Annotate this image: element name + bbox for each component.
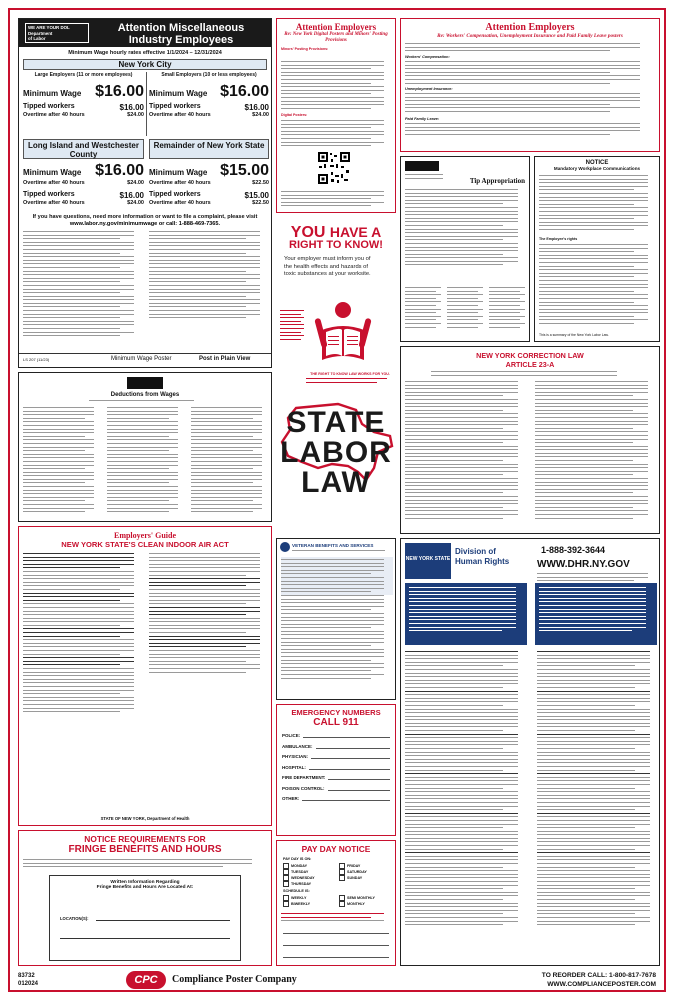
day-checkbox[interactable] bbox=[339, 875, 345, 881]
headline-have-a: HAVE A bbox=[329, 224, 382, 240]
cpc-logo bbox=[126, 971, 166, 989]
right-to-know-footer: THE RIGHT TO KNOW LAW WORKS FOR YOU. bbox=[310, 372, 390, 376]
indoor-air-panel bbox=[18, 526, 272, 826]
dol-badge-line: of Labor bbox=[28, 36, 46, 42]
tipped-rate: $15.00 bbox=[244, 191, 269, 200]
digital-posters-title: Attention Employers bbox=[295, 22, 377, 32]
deductions-col2 bbox=[107, 407, 183, 515]
tip-appropriation-title: Tip Appropriation bbox=[469, 177, 525, 185]
minimum-wage-label: Minimum Wage bbox=[23, 168, 82, 177]
digital-posters-subtitle: Re: New York Digital Posters and Minors' Posting Provisions bbox=[284, 32, 388, 43]
veteran-seal-icon bbox=[280, 542, 290, 552]
deductions-col1 bbox=[23, 407, 99, 515]
workers-comp-text bbox=[405, 61, 655, 86]
tip-offices-col3 bbox=[489, 287, 527, 330]
workers-comp-intro bbox=[405, 43, 655, 54]
minimum-wage-subtitle: Minimum Wage hourly rates effective 1/1/2024 – 12/31/2024 bbox=[68, 50, 222, 56]
deductions-col3 bbox=[191, 407, 267, 515]
overtime-label: Overtime after 40 hours bbox=[149, 112, 211, 118]
notice-rights-heading: The Employee's rights bbox=[539, 237, 578, 241]
schedule-checkbox[interactable] bbox=[283, 901, 289, 907]
emergency-numbers-panel bbox=[276, 704, 396, 836]
day-checkbox[interactable] bbox=[283, 881, 289, 887]
tipped-label: Tipped workers bbox=[23, 103, 75, 110]
schedule-label: BIWEEKLY bbox=[291, 902, 311, 907]
emergency-fill-line[interactable] bbox=[303, 733, 390, 738]
fringe-box-line1: Written Information Regarding bbox=[110, 880, 180, 885]
fringe-info-box bbox=[49, 875, 241, 961]
schedule-left bbox=[283, 895, 310, 907]
minimum-wage-header bbox=[19, 19, 271, 47]
overtime-rate: $22.50 bbox=[252, 200, 269, 206]
minimum-wage-rate: $16.00 bbox=[95, 162, 144, 179]
state-labor-law-title bbox=[276, 408, 396, 498]
company-name: Compliance Poster Company bbox=[172, 974, 297, 985]
questions-line: If you have questions, need more information or want to file a complaint, please visit bbox=[32, 214, 258, 220]
tip-offices-col1 bbox=[405, 287, 443, 330]
long-island-region-header: Long Island and Westchester County bbox=[23, 139, 144, 159]
indoor-air-col1 bbox=[23, 553, 141, 715]
emergency-fill-line[interactable] bbox=[316, 744, 391, 749]
paid-family-leave-text bbox=[405, 123, 655, 137]
notice-text bbox=[539, 175, 655, 233]
day-label: MONDAY bbox=[291, 864, 308, 868]
overtime-label: Overtime after 40 hours bbox=[23, 200, 85, 206]
nyc-large-employers bbox=[23, 72, 144, 136]
fringe-benefits-panel bbox=[18, 830, 272, 966]
emergency-row[interactable] bbox=[282, 744, 390, 749]
unemployment-heading: Unemployment Insurance: bbox=[405, 87, 453, 91]
minimum-wage-rate: $16.00 bbox=[220, 83, 269, 100]
reorder-phone: TO REORDER CALL: 1-800-817-7678 bbox=[541, 972, 656, 979]
fringe-title-2: FRINGE BENEFITS AND HOURS bbox=[68, 844, 222, 855]
digital-posters-text-3 bbox=[281, 191, 391, 209]
emergency-row-label: POISON CONTROL: bbox=[282, 785, 325, 791]
cpc-logo-text: CPC bbox=[134, 974, 158, 986]
ny-state-label: NEW YORK STATE bbox=[405, 556, 451, 562]
long-island-rates bbox=[23, 162, 144, 210]
human-rights-phone: 1-888-392-3644 bbox=[541, 545, 606, 555]
day-option[interactable] bbox=[283, 881, 315, 887]
state-labor-law-panel bbox=[276, 394, 396, 534]
notice-title: NOTICE bbox=[585, 160, 609, 166]
overtime-label: Overtime after 40 hours bbox=[23, 180, 85, 186]
dol-badge-line: Department bbox=[28, 30, 53, 36]
minimum-wage-rate: $15.00 bbox=[220, 162, 269, 179]
minimum-wage-body-text-right bbox=[149, 231, 267, 321]
workers-comp-panel bbox=[400, 18, 660, 152]
headline-right-to-know: RIGHT TO KNOW! bbox=[289, 239, 383, 251]
slaw-line2: LABOR bbox=[280, 436, 392, 469]
overtime-label: Overtime after 40 hours bbox=[23, 112, 85, 118]
schedule-heading: SCHEDULE IS: bbox=[283, 889, 310, 893]
emergency-title-2: CALL 911 bbox=[313, 717, 359, 728]
nyc-region-header: New York City bbox=[23, 59, 267, 70]
footer-code-1: 83732 bbox=[18, 973, 35, 979]
footer-code-2: 012024 bbox=[18, 981, 39, 987]
fringe-location-label: LOCATION(S): bbox=[60, 916, 89, 921]
human-rights-spanish-text bbox=[537, 651, 657, 928]
title-line: Attention Miscellaneous bbox=[117, 22, 245, 34]
day-label: SUNDAY bbox=[347, 876, 363, 881]
emergency-fill-line[interactable] bbox=[328, 786, 391, 791]
indoor-air-footer: STATE OF NEW YORK, Department of Health bbox=[100, 816, 190, 821]
workers-comp-subtitle: Re: Workers' Compensation, Unemployment Insurance and Paid Family Leave posters bbox=[437, 33, 623, 39]
labor-law-poster bbox=[8, 8, 666, 992]
right-to-know-panel bbox=[276, 218, 396, 390]
emergency-row-label: FIRE DEPARTMENT: bbox=[282, 775, 326, 780]
digital-posters-text bbox=[281, 61, 391, 111]
schedule-right bbox=[339, 895, 375, 907]
company-website: WWW.COMPLIANCEPOSTER.COM bbox=[547, 981, 656, 988]
emergency-row-label: OTHER: bbox=[282, 796, 300, 801]
worker-reading-illustration bbox=[312, 300, 374, 366]
indoor-air-title: NEW YORK STATE'S CLEAN INDOOR AIR ACT bbox=[61, 540, 229, 549]
fringe-box-line2: Fringe Benefits and Hours Are Located At: bbox=[96, 885, 194, 890]
correction-law-col1 bbox=[405, 381, 525, 521]
deductions-dol-badge bbox=[127, 377, 163, 389]
slaw-line1: STATE bbox=[286, 406, 386, 439]
payday-heading: PAY DAY IS ON: bbox=[283, 857, 312, 861]
poster-footer bbox=[10, 970, 664, 992]
deductions-panel bbox=[18, 372, 272, 522]
overtime-rate: $24.00 bbox=[127, 200, 144, 206]
emergency-row[interactable] bbox=[282, 786, 390, 791]
minimum-wage-footer-code: LS 207 (11/23) bbox=[23, 357, 50, 362]
dol-badge-line: WE ARE YOUR DOL bbox=[28, 25, 70, 30]
right-to-know-headline bbox=[276, 226, 396, 252]
minimum-wage-rate: $16.00 bbox=[95, 83, 144, 100]
emergency-row-label: PHYSICIAN: bbox=[282, 754, 309, 759]
tip-dol-badge bbox=[405, 161, 439, 171]
human-rights-division bbox=[455, 547, 509, 567]
human-rights-english-text bbox=[405, 651, 525, 928]
pay-day-notice-panel bbox=[276, 840, 396, 966]
payday-days-right bbox=[339, 863, 367, 881]
correction-law-col2 bbox=[535, 381, 655, 521]
emergency-fill-line[interactable] bbox=[302, 796, 390, 801]
digital-heading: Digital Posters: bbox=[281, 113, 308, 117]
digital-posters-panel bbox=[276, 18, 396, 213]
correction-law-panel bbox=[400, 346, 660, 534]
human-rights-site: WWW.DHR.NY.GOV bbox=[537, 559, 630, 570]
emergency-row[interactable] bbox=[282, 796, 390, 801]
notice-final: This is a summary of the New York Labor Law. bbox=[539, 333, 609, 337]
notice-text-2 bbox=[539, 244, 655, 327]
minimum-wage-footer-title: Minimum Wage Poster bbox=[111, 356, 172, 362]
tipped-label: Tipped workers bbox=[23, 191, 75, 198]
minimum-wage-label: Minimum Wage bbox=[149, 168, 208, 177]
emergency-fill-line[interactable] bbox=[309, 765, 390, 770]
right-to-know-body: Your employer must inform you of the health effects and hazards of toxic substances at your worksite. bbox=[284, 256, 371, 277]
fringe-location-line[interactable] bbox=[60, 938, 230, 939]
emergency-row-label: HOSPITAL: bbox=[282, 764, 306, 770]
workers-comp-heading: Workers' Compensation: bbox=[405, 55, 450, 59]
overtime-rate: $24.00 bbox=[252, 112, 269, 118]
overtime-rate: $24.00 bbox=[127, 112, 144, 118]
emergency-row[interactable] bbox=[282, 733, 390, 738]
veteran-title: VETERAN BENEFITS AND SERVICES bbox=[292, 543, 374, 548]
emergency-row[interactable] bbox=[282, 775, 390, 780]
digital-posters-text-2 bbox=[281, 120, 391, 149]
tipped-rate: $16.00 bbox=[119, 191, 144, 200]
pay-day-title: PAY DAY NOTICE bbox=[301, 844, 371, 854]
day-label: WEDNESDAY bbox=[291, 876, 315, 881]
indoor-air-col2 bbox=[149, 553, 267, 675]
overtime-label: Overtime after 40 hours bbox=[149, 200, 211, 206]
division-label: Division of bbox=[455, 547, 496, 556]
nyc-small-employers bbox=[149, 72, 269, 136]
paid-family-leave-heading: Paid Family Leave: bbox=[405, 117, 440, 121]
small-employers-label: Small Employers (10 or less employees) bbox=[161, 72, 257, 78]
title-line: Industry Employees bbox=[128, 34, 234, 46]
day-label: TUESDAY bbox=[291, 870, 309, 875]
schedule-option[interactable] bbox=[283, 901, 310, 907]
human-rights-panel bbox=[400, 538, 660, 966]
fringe-title-1: NOTICE REQUIREMENTS FOR bbox=[84, 834, 206, 844]
tipped-rate: $16.00 bbox=[119, 103, 144, 112]
minors-heading: Minors' Posting Provisions: bbox=[281, 47, 329, 51]
day-label: SATURDAY bbox=[347, 870, 367, 875]
pay-day-fill-line[interactable] bbox=[283, 957, 389, 958]
tip-appropriation-text bbox=[405, 189, 525, 268]
overtime-label: Overtime after 40 hours bbox=[149, 180, 211, 186]
correction-law-title-2: ARTICLE 23-A bbox=[505, 360, 555, 369]
day-option[interactable] bbox=[339, 875, 367, 881]
footer-code bbox=[18, 972, 38, 988]
unemployment-text bbox=[405, 93, 655, 115]
emergency-row-label: AMBULANCE: bbox=[282, 743, 313, 749]
large-employers-label: Large Employers (11 or more employees) bbox=[34, 72, 133, 78]
tipped-label: Tipped workers bbox=[149, 191, 201, 198]
notice-subtitle: Mandatory Workplace Communications bbox=[553, 166, 641, 171]
headline-you: YOU bbox=[290, 224, 326, 241]
minimum-wage-footer-post: Post in Plain View bbox=[199, 356, 251, 362]
emergency-title-1: EMERGENCY NUMBERS bbox=[291, 708, 381, 717]
minimum-wage-title bbox=[95, 22, 267, 46]
pay-day-fill-line[interactable] bbox=[283, 945, 389, 946]
questions-contact: www.labor.ny.gov/minimumwage or call: 1-888-469-7365. bbox=[69, 221, 221, 227]
tipped-rate: $16.00 bbox=[244, 103, 269, 112]
mandatory-communications-panel bbox=[534, 156, 660, 342]
pay-day-fill-line[interactable] bbox=[283, 933, 389, 934]
minimum-wage-panel bbox=[18, 18, 272, 368]
emergency-rows bbox=[282, 733, 390, 807]
overtime-rate: $24.00 bbox=[127, 180, 144, 186]
emergency-fill-line[interactable] bbox=[328, 775, 390, 780]
tip-offices-col2 bbox=[447, 287, 485, 330]
tip-appropriation-panel bbox=[400, 156, 530, 342]
indoor-air-pretitle: Employers' Guide bbox=[113, 531, 176, 540]
dol-badge bbox=[25, 23, 89, 43]
day-label: THURSDAY bbox=[291, 882, 312, 887]
deductions-title: Deductions from Wages bbox=[110, 392, 180, 398]
workers-comp-title: Attention Employers bbox=[485, 22, 575, 33]
payday-days-left bbox=[283, 863, 315, 887]
schedule-checkbox[interactable] bbox=[339, 901, 345, 907]
qr-code-icon bbox=[317, 151, 351, 185]
schedule-option[interactable] bbox=[339, 901, 375, 907]
remainder-region-header: Remainder of New York State bbox=[149, 139, 269, 159]
minimum-wage-label: Minimum Wage bbox=[23, 89, 82, 98]
emergency-row[interactable] bbox=[282, 754, 390, 759]
slaw-line3: LAW bbox=[301, 466, 371, 499]
emergency-row[interactable] bbox=[282, 765, 390, 770]
emergency-fill-line[interactable] bbox=[311, 754, 390, 759]
minimum-wage-body-text-left bbox=[23, 231, 141, 339]
schedule-label: SEMI MONTHLY bbox=[347, 896, 375, 900]
schedule-label: MONTHLY bbox=[347, 902, 365, 907]
tipped-label: Tipped workers bbox=[149, 103, 201, 110]
day-label: FRIDAY bbox=[347, 864, 361, 868]
emergency-row-label: POLICE: bbox=[282, 733, 301, 738]
minimum-wage-label: Minimum Wage bbox=[149, 89, 208, 98]
remainder-rates bbox=[149, 162, 269, 210]
human-rights-label: Human Rights bbox=[455, 557, 510, 566]
fringe-location-line[interactable] bbox=[96, 920, 230, 921]
schedule-label: WEEKLY bbox=[291, 896, 307, 900]
correction-law-title-1: NEW YORK CORRECTION LAW bbox=[476, 351, 584, 360]
overtime-rate: $22.50 bbox=[252, 180, 269, 186]
veteran-benefits-panel bbox=[276, 538, 396, 700]
ny-state-logo bbox=[405, 543, 451, 579]
